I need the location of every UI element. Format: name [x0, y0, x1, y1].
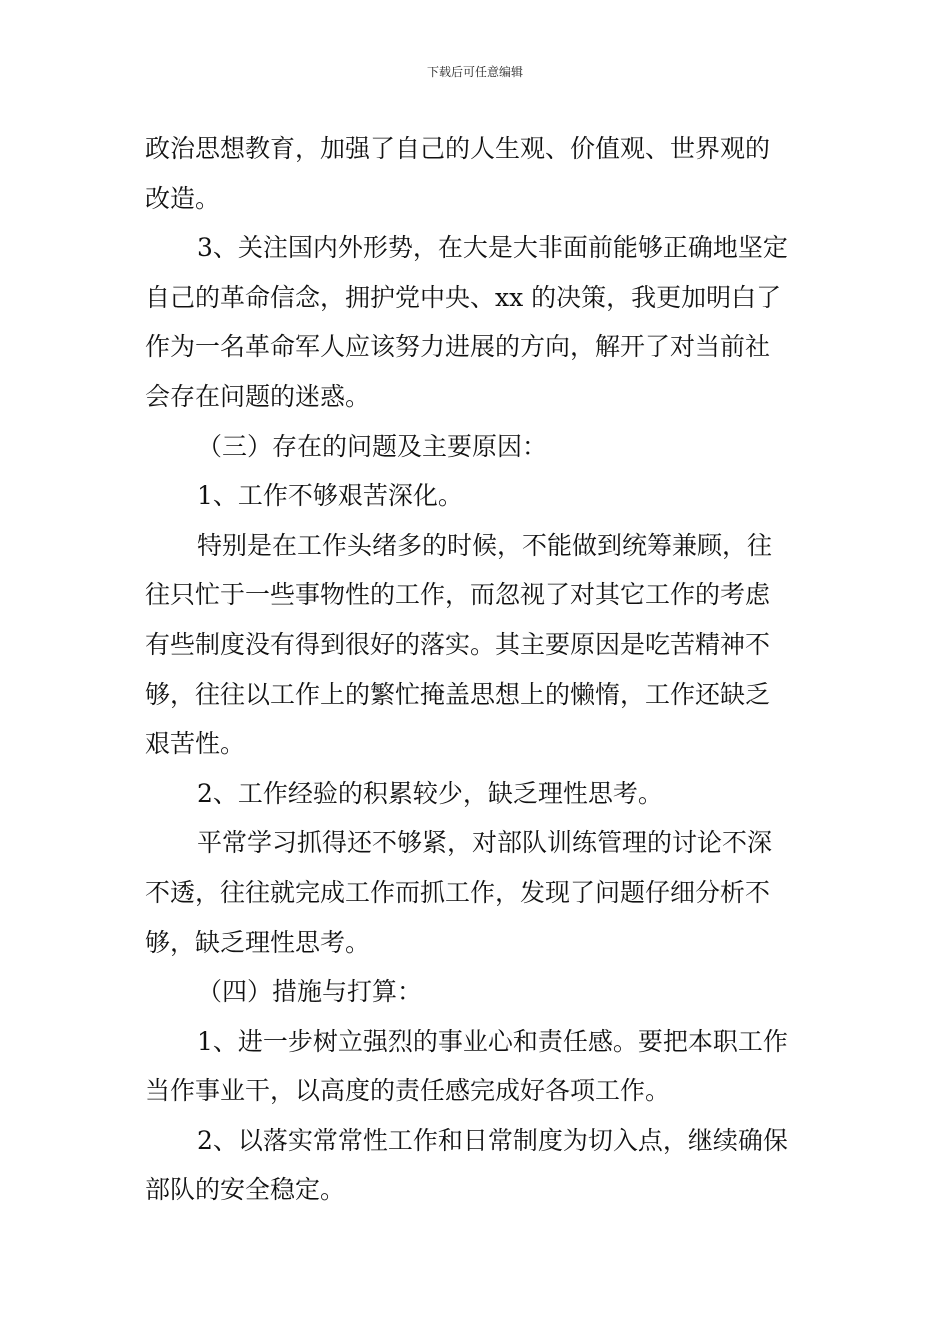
text-line: （三）存在的问题及主要原因：	[197, 431, 548, 461]
text-line: 会存在问题的迷惑。	[145, 381, 371, 411]
text-line: 政治思想教育，加强了自己的人生观、价值观、世界观的	[145, 134, 771, 163]
text-line: 3、关注国内外形势，在大是大非面前能够正确地坚定	[197, 233, 788, 263]
text-line: 自己的革命信念，拥护党中央、xx 的决策，我更加明白了	[145, 282, 782, 312]
text-line: 够，缺乏理性思考。	[145, 927, 371, 957]
text-line: 够，往往以工作上的繁忙掩盖思想上的懒惰，工作还缺乏	[145, 679, 771, 709]
text-line: 部队的安全稳定。	[145, 1175, 346, 1205]
text-line: 有些制度没有得到很好的落实。其主要原因是吃苦精神不	[145, 629, 771, 659]
text-line: 1、进一步树立强烈的事业心和责任感。要把本职工作	[197, 1026, 788, 1056]
text-line: 不透，往往就完成工作而抓工作，发现了问题仔细分析不	[145, 877, 771, 907]
text-line: （四）措施与打算：	[197, 977, 423, 1007]
text-line: 改造。	[145, 183, 221, 213]
page-header: 下载后可任意编辑	[426, 65, 523, 79]
text-line: 往只忙于一些事物性的工作，而忽视了对其它工作的考虑	[145, 580, 771, 610]
text-line: 2、工作经验的积累较少，缺乏理性思考。	[197, 778, 663, 808]
text-line: 当作事业干，以高度的责任感完成好各项工作。	[145, 1076, 671, 1106]
text-line: 特别是在工作头绪多的时候，不能做到统筹兼顾，往	[197, 530, 773, 560]
text-line: 艰苦性。	[145, 729, 246, 759]
text-line: 平常学习抓得还不够紧，对部队训练管理的讨论不深	[197, 828, 773, 858]
document-body	[145, 124, 807, 1215]
text-line: 2、以落实常常性工作和日常制度为切入点，继续确保	[197, 1125, 788, 1155]
text-line: 1、工作不够艰苦深化。	[197, 481, 463, 511]
text-line: 作为一名革命军人应该努力进展的方向，解开了对当前社	[145, 332, 771, 362]
